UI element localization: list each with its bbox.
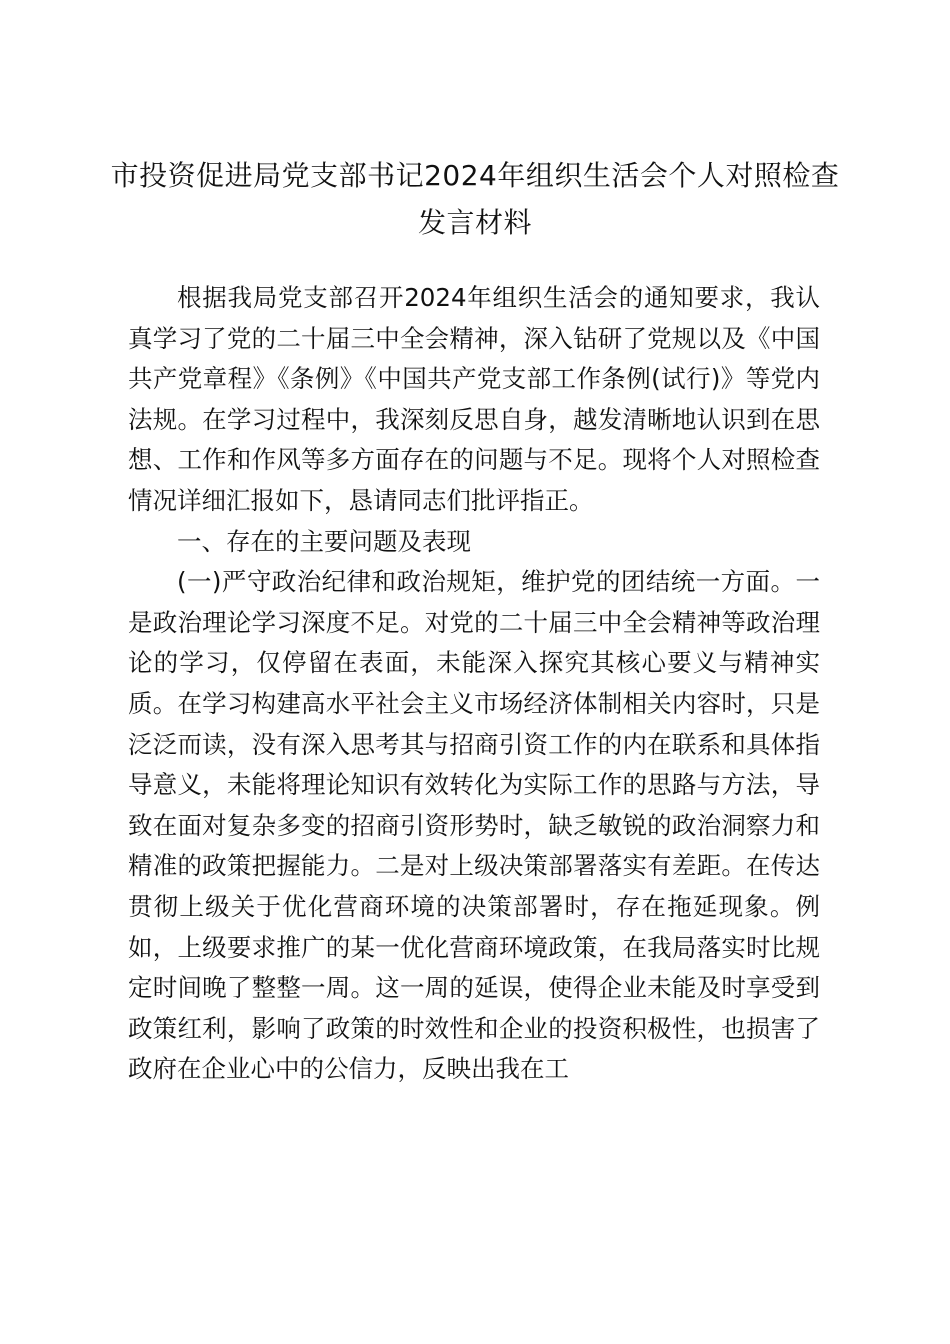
intro-paragraph: 根据我局党支部召开2024年组织生活会的通知要求，我认真学习了党的二十届三中全会精神，深入钻研了党规以及《中国共产党章程》《条例》《中国共产党支部工作条例(试行)》等党内法规。在学习过程中，我深刻反思自身，越发清晰地认识到在思想、工作和作风等多方面存在的问题与不足。现将个人对照检查情况详细汇报如下，恳请同志们批评指正。 xyxy=(128,283,820,515)
document-body xyxy=(128,278,820,1090)
subsection-paragraph: (一)严守政治纪律和政治规矩，维护党的团结统一方面。一是政治理论学习深度不足。对党的二十届三中全会精神等政治理论的学习，仅停留在表面，未能深入探究其核心要义与精神实质。在学习构建高水平社会主义市场经济体制相关内容时，只是泛泛而读，没有深入思考其与招商引资工作的内在联系和具体指导意义，未能将理论知识有效转化为实际工作的思路与方法，导致在面对复杂多变的招商引资形势时，缺乏敏锐的政治洞察力和精准的政策把握能力。二是对上级决策部署落实有差距。在传达贯彻上级关于优化营商环境的决策部署时，存在拖延现象。例如，上级要求推广的某一优化营商环境政策，在我局落实时比规定时间晚了整整一周。这一周的延误，使得企业未能及时享受到政策红利，影响了政策的时效性和企业的投资积极性，也损害了政府在企业心中的公信力，反映出我在工 xyxy=(128,567,820,1084)
section-heading: 一、存在的主要问题及表现 xyxy=(177,526,471,556)
document-title: 市投资促进局党支部书记2024年组织生活会个人对照检查发言材料 xyxy=(110,159,840,239)
